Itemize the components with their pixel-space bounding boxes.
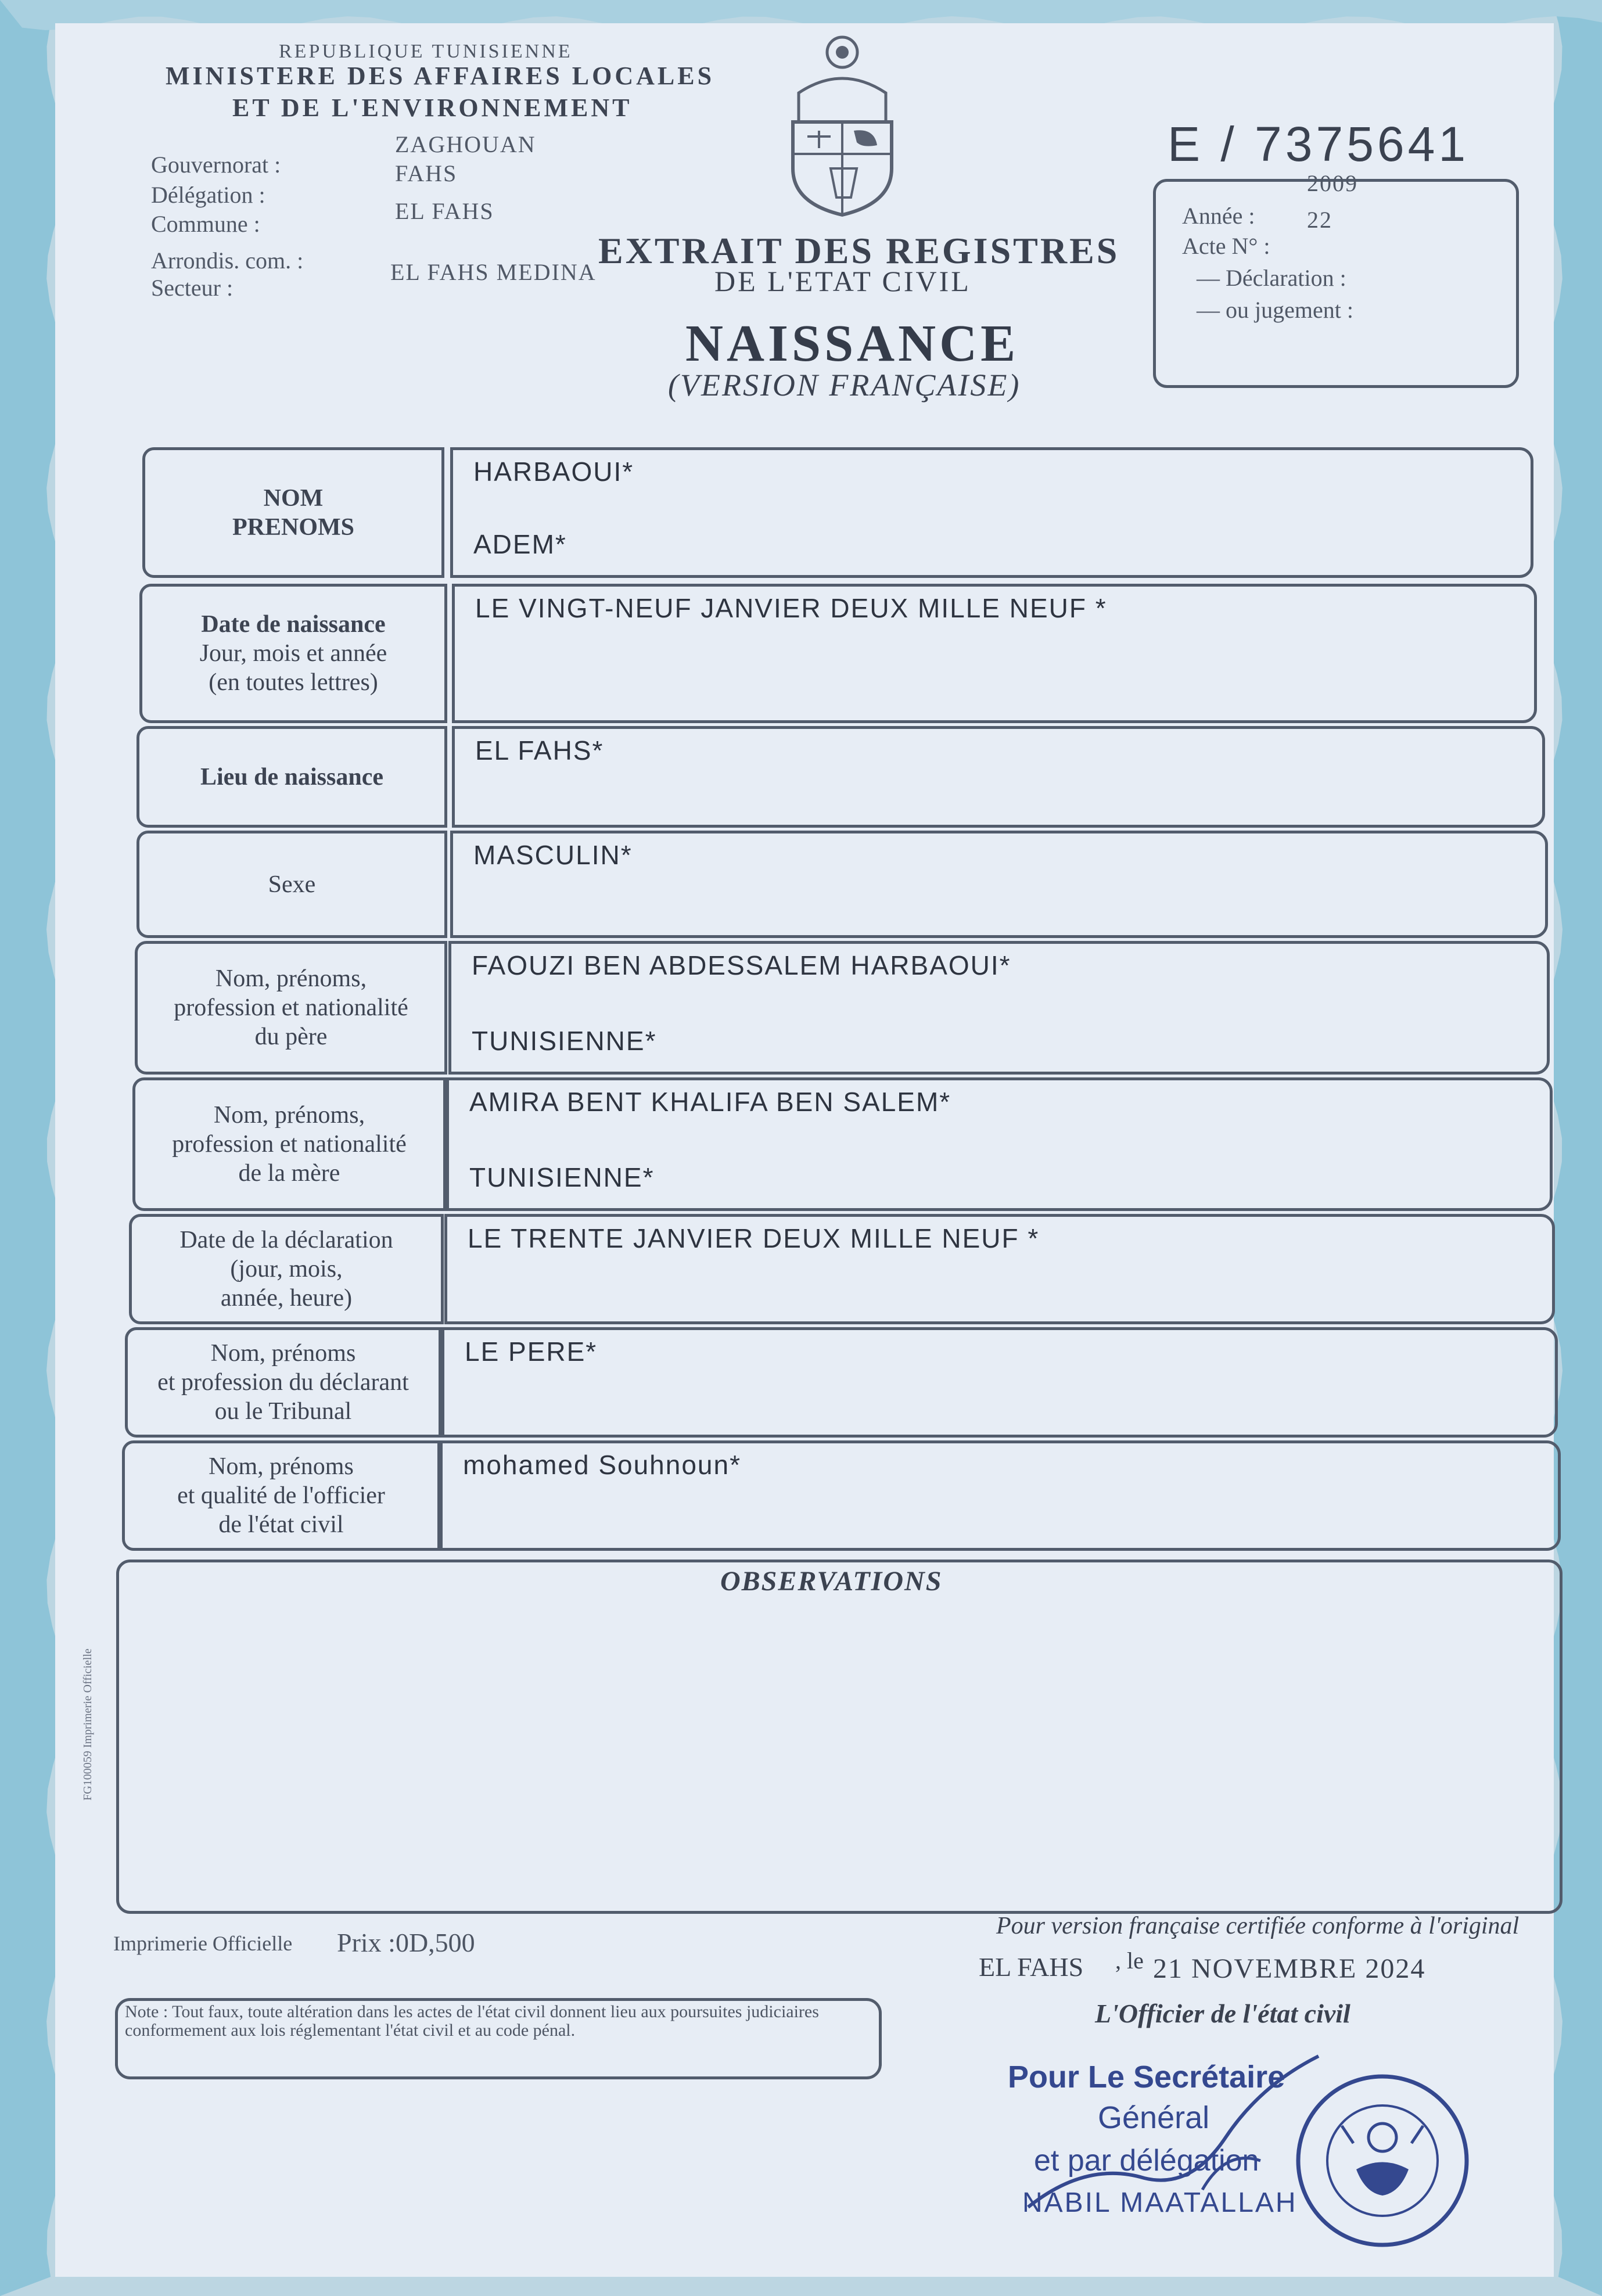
field-label-line: du père xyxy=(254,1023,328,1050)
field-value: MASCULIN* xyxy=(473,840,633,870)
field-label-cell xyxy=(142,447,444,578)
field-value: mohamed Souhnoun* xyxy=(463,1450,741,1480)
field-value: LE TRENTE JANVIER DEUX MILLE NEUF * xyxy=(468,1223,1040,1253)
delegation-value: EL FAHS xyxy=(395,198,494,224)
annee-value: 2009 xyxy=(1307,170,1358,196)
field-label-line: profession et nationalité xyxy=(172,1131,407,1158)
stamp-line3: et par délégation xyxy=(1034,2144,1259,2178)
price-label: Prix :0D,500 xyxy=(337,1928,475,1957)
title-line2: DE L'ETAT CIVIL xyxy=(714,265,971,297)
arrondis-label: Arrondis. com. : xyxy=(151,247,304,274)
field-label-cell xyxy=(125,1327,441,1438)
gouvernorat-value: FAHS xyxy=(395,160,458,186)
field-value: EL FAHS* xyxy=(475,735,604,766)
side-print-code: FG100059 Imprimerie Officielle xyxy=(81,1648,94,1801)
field-label-line: de l'état civil xyxy=(218,1511,344,1538)
field-label-line: PRENOMS xyxy=(232,513,354,541)
field-label-line: et profession du déclarant xyxy=(157,1369,409,1396)
stamp-line2: Général xyxy=(1098,2100,1210,2135)
republic-label: REPUBLIQUE TUNISIENNE xyxy=(279,41,573,62)
acte-label: Acte N° : xyxy=(1182,233,1270,259)
stamp-line1: Pour Le Secrétaire xyxy=(1008,2060,1285,2094)
printer-label: Imprimerie Officielle xyxy=(113,1932,293,1955)
annee-label: Année : xyxy=(1182,203,1255,229)
delegation-label: Délégation : xyxy=(151,182,265,208)
observations-box xyxy=(116,1560,1563,1914)
legal-note: Note : Tout faux, toute altération dans les actes de l'état civil donnent lieu aux poursuites judiciaires conformement aux lois réglementant l'état civil et au code pénal. xyxy=(125,2002,819,2040)
field-label-line: (en toutes lettres) xyxy=(209,669,378,696)
arrondis-value: EL FAHS MEDINA xyxy=(390,259,597,285)
field-value: LE VINGT-NEUF JANVIER DEUX MILLE NEUF * xyxy=(475,593,1107,623)
stamp-line4: NABIL MAATALLAH xyxy=(1022,2187,1298,2218)
issue-date-prefix: , le xyxy=(1115,1948,1144,1974)
version-label: (VERSION FRANÇAISE) xyxy=(668,368,1021,403)
field-label-cell xyxy=(137,726,447,828)
field-label-cell xyxy=(137,831,447,938)
field-value-cell xyxy=(441,1327,1558,1438)
field-label-line: Sexe xyxy=(268,871,316,898)
field-label-line: Nom, prénoms xyxy=(210,1340,356,1367)
field-value-cell xyxy=(452,726,1545,828)
acte-value: 22 xyxy=(1307,207,1332,233)
coat-of-arms-icon xyxy=(775,29,909,221)
commune-label: Commune : xyxy=(151,211,260,237)
observations-title: OBSERVATIONS xyxy=(720,1566,943,1597)
gouvernorat-value-top: ZAGHOUAN xyxy=(395,131,536,157)
title-line1: EXTRAIT DES REGISTRES xyxy=(598,230,1120,271)
signature-icon xyxy=(1016,2045,1342,2219)
field-label-line: Date de naissance xyxy=(201,611,386,638)
field-label-line: et qualité de l'officier xyxy=(177,1482,385,1509)
field-label-line: Jour, mois et année xyxy=(199,640,387,667)
field-value: ADEM* xyxy=(473,529,567,559)
issue-date: 21 NOVEMBRE 2024 xyxy=(1153,1953,1426,1984)
field-label-line: (jour, mois, xyxy=(230,1256,343,1282)
officer-title: L'Officier de l'état civil xyxy=(1095,1999,1350,2028)
field-label-line: Nom, prénoms xyxy=(209,1453,354,1480)
jugement-label: — ou jugement : xyxy=(1197,297,1353,323)
certified-text: Pour version française certifiée conforme à l'original xyxy=(996,1913,1520,1939)
field-value: FAOUZI BEN ABDESSALEM HARBAOUI* xyxy=(472,950,1011,980)
field-label-line: de la mère xyxy=(238,1160,340,1187)
field-label-line: profession et nationalité xyxy=(174,994,408,1021)
field-label-cell xyxy=(132,1077,446,1211)
field-label-line: Nom, prénoms, xyxy=(215,965,367,992)
serial-number: E / 7375641 xyxy=(1168,117,1470,171)
declaration-label: — Déclaration : xyxy=(1197,265,1346,291)
field-label-cell xyxy=(122,1440,440,1551)
secteur-label: Secteur : xyxy=(151,275,234,301)
issue-place: EL FAHS xyxy=(979,1952,1084,1982)
field-label-cell xyxy=(129,1214,444,1324)
field-label-line: Date de la déclaration xyxy=(179,1227,393,1253)
field-label-line: année, heure) xyxy=(220,1285,353,1312)
ministry-line2: ET DE L'ENVIRONNEMENT xyxy=(232,94,633,122)
field-label-line: Nom, prénoms, xyxy=(213,1102,365,1129)
field-value: LE PERE* xyxy=(465,1336,598,1367)
document-title: NAISSANCE xyxy=(685,315,1019,372)
field-label-line: ou le Tribunal xyxy=(214,1398,352,1425)
ministry-line1: MINISTERE DES AFFAIRES LOCALES xyxy=(166,62,715,90)
field-label-cell xyxy=(139,584,447,723)
field-value: AMIRA BENT KHALIFA BEN SALEM* xyxy=(469,1087,951,1117)
field-value: TUNISIENNE* xyxy=(469,1162,655,1192)
field-label-cell xyxy=(135,941,447,1075)
field-label-line: NOM xyxy=(263,484,324,512)
field-value: HARBAOUI* xyxy=(473,457,634,487)
field-label-line: Lieu de naissance xyxy=(200,763,384,791)
field-value: TUNISIENNE* xyxy=(472,1026,657,1056)
gouvernorat-label: Gouvernorat : xyxy=(151,152,281,178)
